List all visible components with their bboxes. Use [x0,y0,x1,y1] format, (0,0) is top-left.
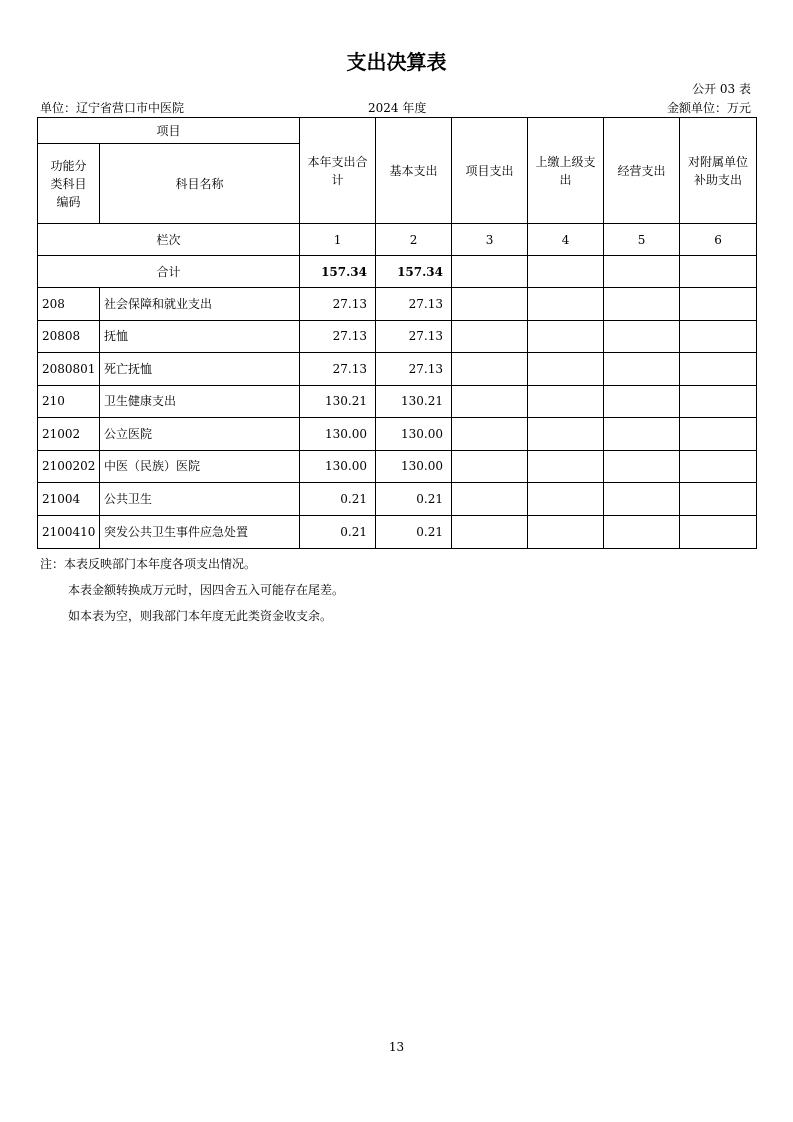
page-title: 支出决算表 [346,50,447,74]
row-index-5: 5 [604,224,680,256]
header-col-6: 对附属单位补助支出 [680,118,757,224]
total-value [452,256,528,288]
row-value: 130.00 [376,450,452,483]
table-row [38,288,757,321]
row-value [452,450,528,483]
total-row [38,256,757,288]
row-value [680,515,757,548]
total-value: 157.34 [300,256,376,288]
row-code: 208 [38,288,100,321]
row-value: 27.13 [376,320,452,353]
row-value: 27.13 [300,320,376,353]
row-code: 2080801 [38,353,100,386]
row-value [604,320,680,353]
table-row [38,353,757,386]
row-value: 130.00 [300,450,376,483]
row-index-4: 4 [528,224,604,256]
fiscal-year: 2024 年度 [368,101,427,115]
row-value: 27.13 [300,353,376,386]
row-value: 130.00 [376,418,452,451]
row-value: 130.00 [300,418,376,451]
row-value [452,320,528,353]
note-line: 如本表为空，则我部门本年度无此类资金收支余。 [68,609,333,623]
row-code: 2100202 [38,450,100,483]
row-value [604,450,680,483]
total-value [528,256,604,288]
table-row [38,320,757,353]
header-project: 项目 [38,118,300,144]
row-value [452,385,528,418]
header-func-code: 功能分类科目编码 [38,144,100,224]
row-value [604,288,680,321]
header-col-2: 基本支出 [376,118,452,224]
header-col-4: 上缴上级支出 [528,118,604,224]
total-label: 合计 [38,256,300,288]
table-row [38,418,757,451]
row-value [604,483,680,516]
amount-unit: 金额单位：万元 [666,101,751,115]
row-name: 死亡抚恤 [100,353,300,386]
header-col-1: 本年支出合计 [300,118,376,224]
form-number: 公开 03 表 [692,82,751,96]
row-value [528,483,604,516]
row-value: 130.21 [300,385,376,418]
total-value: 157.34 [376,256,452,288]
row-value: 0.21 [300,483,376,516]
row-index-label: 栏次 [38,224,300,256]
row-value [528,418,604,451]
row-value [680,418,757,451]
row-value [604,418,680,451]
row-name: 公立医院 [100,418,300,451]
row-value [680,288,757,321]
row-value [680,483,757,516]
row-value: 27.13 [376,288,452,321]
table-row [38,385,757,418]
note-line: 本表金额转换成万元时，因四舍五入可能存在尾差。 [68,583,345,597]
row-index-2: 2 [376,224,452,256]
row-code: 210 [38,385,100,418]
expenditure-table [37,117,757,549]
row-value: 27.13 [300,288,376,321]
row-code: 21002 [38,418,100,451]
row-value [680,353,757,386]
row-value [528,353,604,386]
row-value [528,288,604,321]
header-subject-name: 科目名称 [100,144,300,224]
total-value [680,256,757,288]
row-code: 20808 [38,320,100,353]
row-value: 130.21 [376,385,452,418]
row-name: 突发公共卫生事件应急处置 [100,515,300,548]
row-name: 公共卫生 [100,483,300,516]
row-value [604,385,680,418]
table-row [38,450,757,483]
unit-label: 单位：辽宁省营口市中医院 [40,101,185,115]
table-row [38,515,757,548]
row-value [452,288,528,321]
row-code: 21004 [38,483,100,516]
row-value [452,353,528,386]
row-value [680,320,757,353]
notes [40,551,344,629]
row-value: 0.21 [376,483,452,516]
header-col-5: 经营支出 [604,118,680,224]
row-value: 0.21 [376,515,452,548]
row-value: 27.13 [376,353,452,386]
row-value [604,353,680,386]
row-value [604,515,680,548]
row-value [528,450,604,483]
row-value [680,450,757,483]
row-index-3: 3 [452,224,528,256]
note-line: 注：本表反映部门本年度各项支出情况。 [40,557,257,571]
row-index-6: 6 [680,224,757,256]
row-name: 卫生健康支出 [100,385,300,418]
row-value [528,320,604,353]
row-value [452,483,528,516]
total-value [604,256,680,288]
data-rows [38,288,757,549]
table-row [38,483,757,516]
page-number: 13 [388,1040,405,1054]
row-name: 社会保障和就业支出 [100,288,300,321]
row-value [528,385,604,418]
row-value [528,515,604,548]
row-code: 2100410 [38,515,100,548]
row-value: 0.21 [300,515,376,548]
row-value [452,418,528,451]
header-col-3: 项目支出 [452,118,528,224]
row-value [452,515,528,548]
row-index-1: 1 [300,224,376,256]
row-name: 中医（民族）医院 [100,450,300,483]
row-name: 抚恤 [100,320,300,353]
row-value [680,385,757,418]
